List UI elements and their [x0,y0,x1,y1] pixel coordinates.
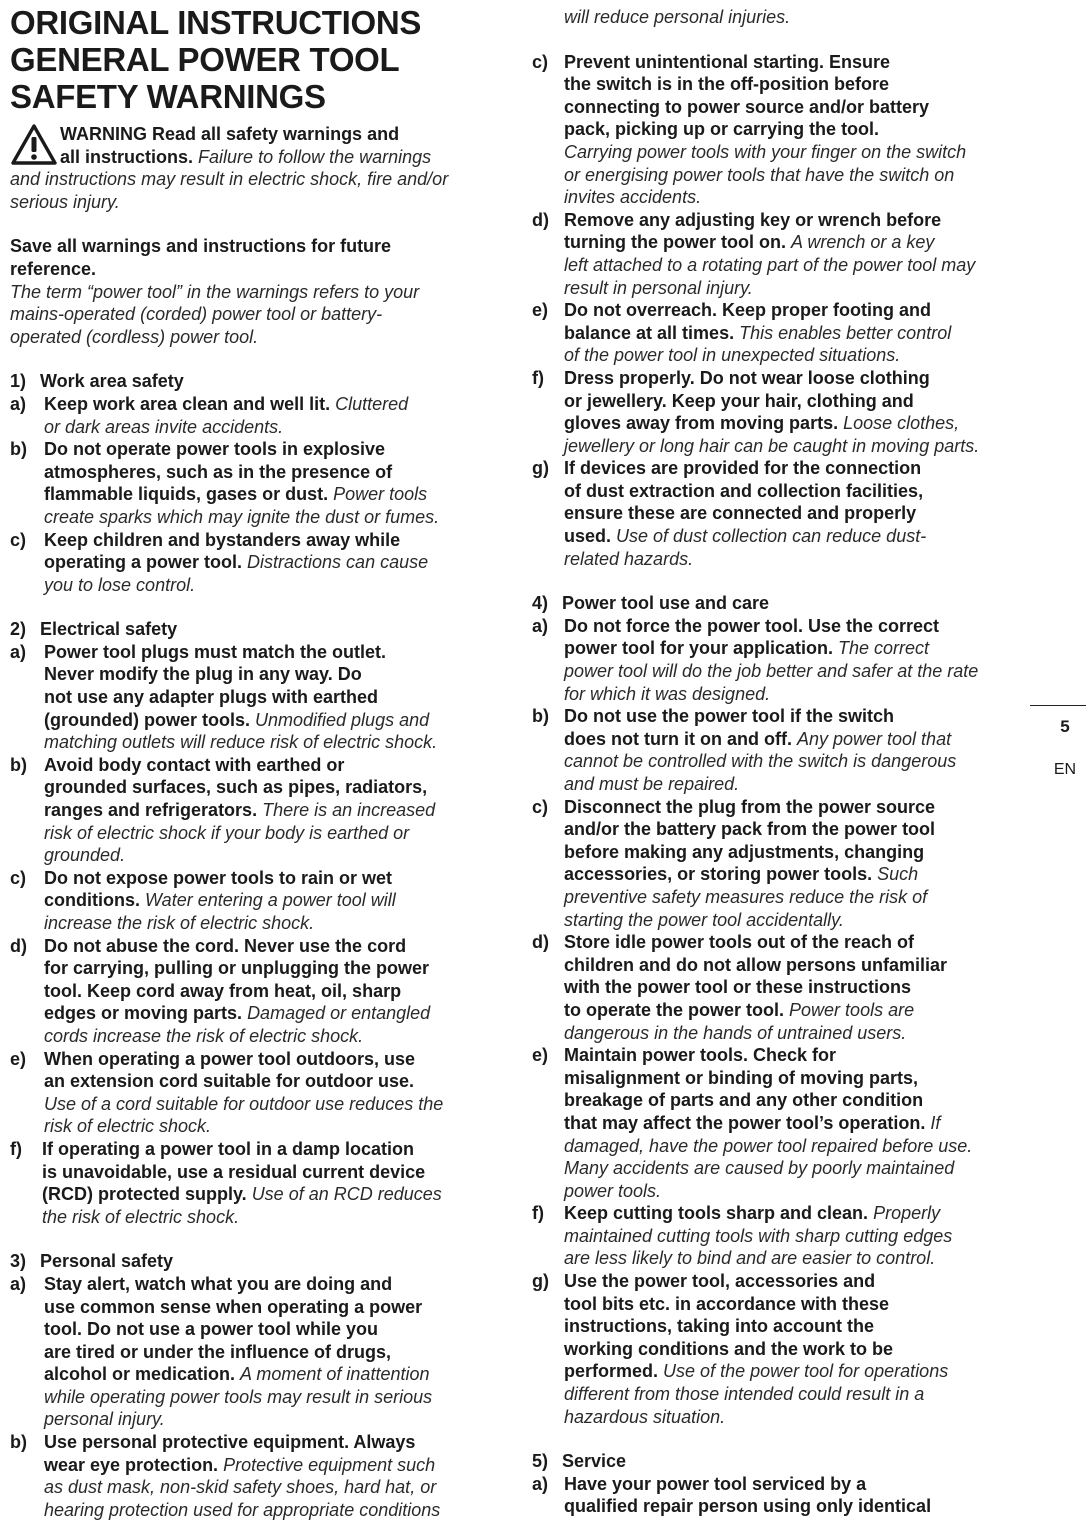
page-side-tab [1030,705,1086,795]
list-item: e) When operating a power tool outdoors, use an extension cord suitable for outdoor use. Use of a cord suitable for outdoor use reduces the risk of electric shock. [10,1048,444,1137]
list-item: c) Prevent unintentional starting. Ensure the switch is in the off-position before connecting to power source and/or battery pack, picking up or carrying the tool. Carrying power tools with your finger on the switch or energising power tools that have the switch on invites accidents. [532,51,967,208]
list-item: f) If operating a power tool in a damp location is unavoidable, use a residual current device (RCD) protected supply. Use of an RCD reduces the risk of electric shock. [10,1138,442,1227]
list-item: a) Stay alert, watch what you are doing and use common sense when operating a power tool. Do not use a power tool while you are tired or under the influence of drugs, alcohol or medication. A moment of inattention while operating power tools may result in serious personal injury. [10,1273,433,1430]
section-heading-personal: 3) Personal safety [10,1251,174,1272]
list-item: d) Do not abuse the cord. Never use the cord for carrying, pulling or unplugging the power tool. Keep cord away from heat, oil, sharp edges or moving parts. Damaged or entangled cords increase the risk of electric shock. [10,935,431,1046]
list-item: b) Use personal protective equipment. Always wear eye protection. Protective equipment such as dust mask, non-skid safety shoes, hard hat, or hearing protection used for appropriate conditions [10,1432,441,1520]
list-item: e) Maintain power tools. Check for misalignment or binding of moving parts, breakage of parts and any other condition that may affect the power tool’s operation. If damaged, have the power tool repaired before use. Many accidents are caused by poorly maintained power tools. [532,1045,973,1201]
list-item: a) Do not force the power tool. Use the correct power tool for your application. The correct power tool will do the job better and safer at the rate for which it was designed. [532,615,979,704]
warning-paragraph: WARNING Read all safety warnings and all instructions. Failure to follow the warnings and instructions may result in electric shock, fire and/or serious injury. [10,124,449,212]
list-item: f) Dress properly. Do not wear loose clothing or jewellery. Keep your hair, clothing and gloves away from moving parts. Loose clothes, jewellery or long hair can be caught in moving parts. [532,367,980,456]
section-heading-tool-use: 4) Power tool use and care [532,593,770,614]
list-item: g) Use the power tool, accessories and tool bits etc. in accordance with these instructions, taking into account the working conditions and the work to be performed. Use of the power tool for operations different from those intended could result in a hazardous situation. [532,1271,949,1427]
warning-triangle-icon [10,123,58,167]
section-heading-electrical: 2) Electrical safety [10,619,178,640]
list-item: c) Disconnect the plug from the power source and/or the battery pack from the power tool before making any adjustments, changing accessories, or storing power tools. Such preventive safety measures reduce the risk of starting the power tool accidentally. [532,796,936,930]
side-tab-divider [1030,705,1086,706]
list-item: a) Keep work area clean and well lit. Cluttered or dark areas invite accidents. [10,393,409,437]
list-item-continuation: will reduce personal injuries. [564,7,791,27]
list-item: b) Do not use the power tool if the switch does not turn it on and off. Any power tool that cannot be controlled with the switch is dangerous and must be repaired. [532,706,957,794]
list-item: e) Do not overreach. Keep proper footing and balance at all times. This enables better control of the power tool in unexpected situations. [532,300,952,366]
list-item: c) Do not expose power tools to rain or wet conditions. Water entering a power tool will increase the risk of electric shock. [10,867,396,933]
section-heading-service: 5) Service [532,1451,627,1472]
list-item: a) Have your power tool serviced by a qualified repair person using only identical [532,1473,932,1517]
page-number: 5 [1060,717,1070,736]
left-column [10,0,496,1521]
list-item: g) If devices are provided for the connection of dust extraction and collection facilities, ensure these are connected and properly used. Use of dust collection can reduce dust- related hazards. [532,458,927,569]
list-item: b) Do not operate power tools in explosive atmospheres, such as in the presence of flammable liquids, gases or dust. Power tools create sparks which may ignite the dust or fumes. [10,439,440,527]
list-item: b) Avoid body contact with earthed or grounded surfaces, such as pipes, radiators, ranges and refrigerators. There is an increased risk of electric shock if your body is earthed or grounded. [10,754,436,866]
list-item: a) Power tool plugs must match the outlet. Never modify the plug in any way. Do not use any adapter plugs with earthed (grounded) power tools. Unmodified plugs and matching outlets will reduce risk of electric shock. [10,641,438,753]
language-code: EN [1053,761,1077,778]
right-column [532,6,1016,1518]
save-paragraph: Save all warnings and instructions for future reference. The term “power tool” in the warnings refers to your mains-operated (corded) power tool or battery- operated (cordless) power tool. [10,236,420,347]
list-item: d) Store idle power tools out of the reach of children and do not allow persons unfamiliar with the power tool or these instructions to operate the power tool. Power tools are dangerous in the hands of untrained users. [532,932,948,1043]
list-item: c) Keep children and bystanders away while operating a power tool. Distractions can cause you to lose control. [10,529,429,595]
section-heading-work-area: 1) Work area safety [10,371,184,392]
list-item: f) Keep cutting tools sharp and clean. Properly maintained cutting tools with sharp cutting edges are less likely to bind and are easier to control. [532,1203,953,1269]
list-item: d) Remove any adjusting key or wrench before turning the power tool on. A wrench or a key left attached to a rotating part of the power tool may result in personal injury. [532,209,976,298]
page-title: ORIGINAL INSTRUCTIONS GENERAL POWER TOOL SAFETY WARNINGS [10,4,422,115]
